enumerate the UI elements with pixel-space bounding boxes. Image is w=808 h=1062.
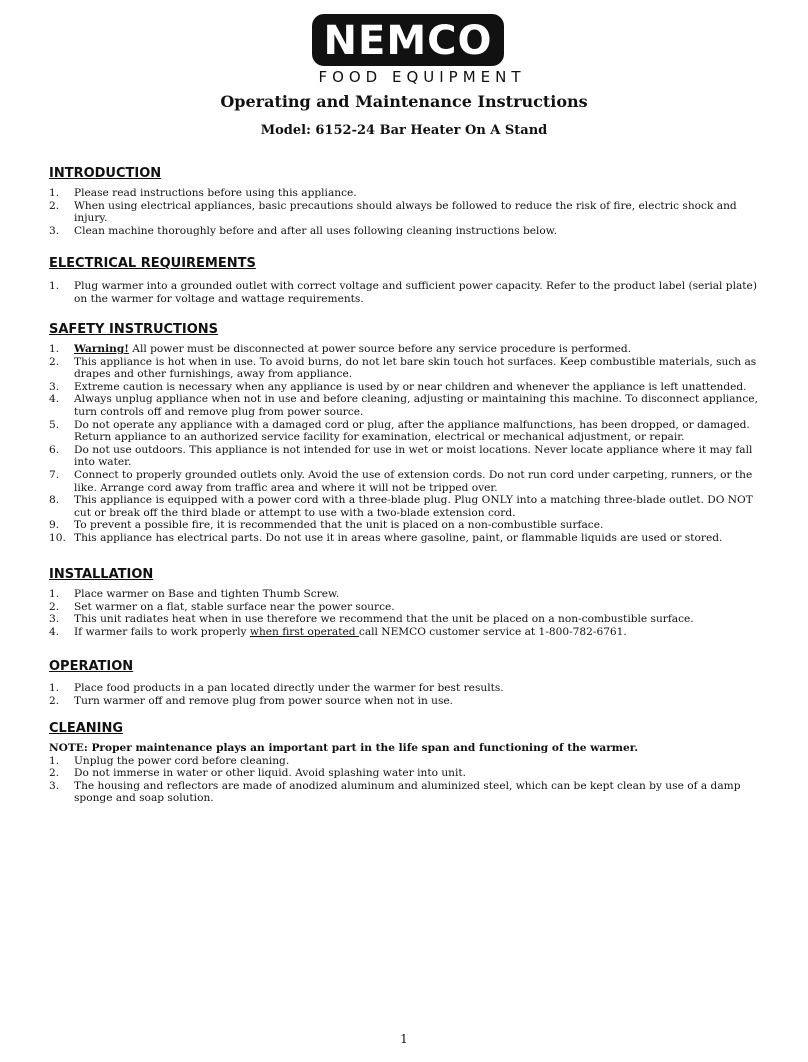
list-item: 2. This appliance is hot when in use. To avoid burns, do not let bare skin touch hot surfaces. Keep combustible materials, such as drapes and other furnishings, away from appliance. [49,355,757,381]
list-item: 2. When using electrical appliances, basic precautions should always be followed to reduce the risk of fire, electric shock and injury. [49,199,737,225]
page-number: 1 [400,1032,408,1046]
heading-introduction: INTRODUCTION [49,166,162,181]
list-item: 1. Unplug the power cord before cleaning. [49,754,290,767]
operation-list [49,682,761,707]
list-item: 1. Please read instructions before using this appliance. [49,187,357,199]
section-operation [49,659,761,721]
list-item: 1. Warning! All power must be disconnected at power source before any service procedure is performed. [49,343,632,355]
electrical-list [49,280,761,305]
section-cleaning [49,721,761,805]
list-item: 4. Always unplug appliance when not in use and before cleaning, adjusting or maintaining this machine. To disconnect appliance, turn controls off and remove plug from power source. [49,393,758,418]
list-item: 1. Place food products in a pan located directly under the warmer for best results. [49,682,504,694]
list-item: 4. If warmer fails to work properly when first operated call NEMCO customer service at 1-800-782-6761. [49,625,627,638]
logo-brand: NEMCO [312,14,505,66]
list-item: 5. Do not operate any appliance with a damaged cord or plug, after the appliance malfunctions, has been dropped, or damaged. Return appliance to an authorized service facility for examination, electrical or mechanical adjustment, or repair. [49,418,750,444]
heading-electrical: ELECTRICAL REQUIREMENTS [49,256,256,271]
nemco-logo [0,14,808,86]
section-electrical [49,256,761,322]
list-item: 8. This appliance is equipped with a power cord with a three-blade plug. Plug ONLY into a matching three-blade outlet. DO NOT cut or break off the third blade or attempt to use with a two-blade extension cord. [49,494,753,519]
list-item: 3. This unit radiates heat when in use therefore we recommend that the unit be placed on a non-combustible surface. [49,613,694,626]
list-item: 6. Do not use outdoors. This appliance is not intended for use in wet or moist locations. Never locate appliance where it may fall into water. [49,443,753,469]
list-item: 1. Plug warmer into a grounded outlet with correct voltage and sufficient power capacity. Refer to the product label (serial plate) on the warmer for voltage and wattage requirements. [49,280,757,305]
list-item: 2. Set warmer on a flat, stable surface near the power source. [49,600,395,613]
list-item: 2. Turn warmer off and remove plug from power source when not in use. [49,694,454,707]
section-introduction [49,166,761,256]
list-item: 2. Do not immerse in water or other liquid. Avoid splashing water into unit. [49,767,466,780]
section-installation [49,567,761,659]
list-item: 1. Place warmer on Base and tighten Thumb Screw. [49,588,340,600]
heading-safety: SAFETY INSTRUCTIONS [49,322,219,337]
list-item: 3. Clean machine thoroughly before and after all uses following cleaning instructions below. [49,224,557,237]
underlined-phrase: when first operated [249,625,359,638]
section-safety [49,322,761,567]
heading-operation: OPERATION [49,659,134,674]
heading-installation: INSTALLATION [49,567,154,582]
heading-cleaning: CLEANING [49,721,124,736]
model-title: Model: 6152-24 Bar Heater On A Stand [260,123,548,138]
safety-list [49,343,761,545]
document-body [49,166,761,805]
cleaning-note: NOTE: Proper maintenance plays an important part in the life span and functioning of the warmer. [49,742,639,754]
list-item: 7. Connect to properly grounded outlets only. Avoid the use of extension cords. Do not run cord under carpeting, runners, or the like. Arrange cord away from traffic area and where it will not be tripped over. [49,468,753,494]
installation-list [49,588,761,638]
logo-tagline: FOOD EQUIPMENT [318,68,526,86]
warning-label: Warning! [74,343,129,355]
document-title: Operating and Maintenance Instructions [220,92,588,111]
list-item: 3. The housing and reflectors are made of anodized aluminum and aluminized steel, which can be kept clean by use of a damp sponge and soap solution. [49,779,741,805]
list-item: 3. Extreme caution is necessary when any appliance is used by or near children and whenever the appliance is left unattended. [49,380,747,393]
cleaning-list [49,755,761,805]
introduction-list [49,187,761,237]
list-item: 10. This appliance has electrical parts. Do not use it in areas where gasoline, paint, or flammable liquids are used or stored. [49,531,723,544]
list-item: 9. To prevent a possible fire, it is recommended that the unit is placed on a non-combustible surface. [49,519,604,532]
